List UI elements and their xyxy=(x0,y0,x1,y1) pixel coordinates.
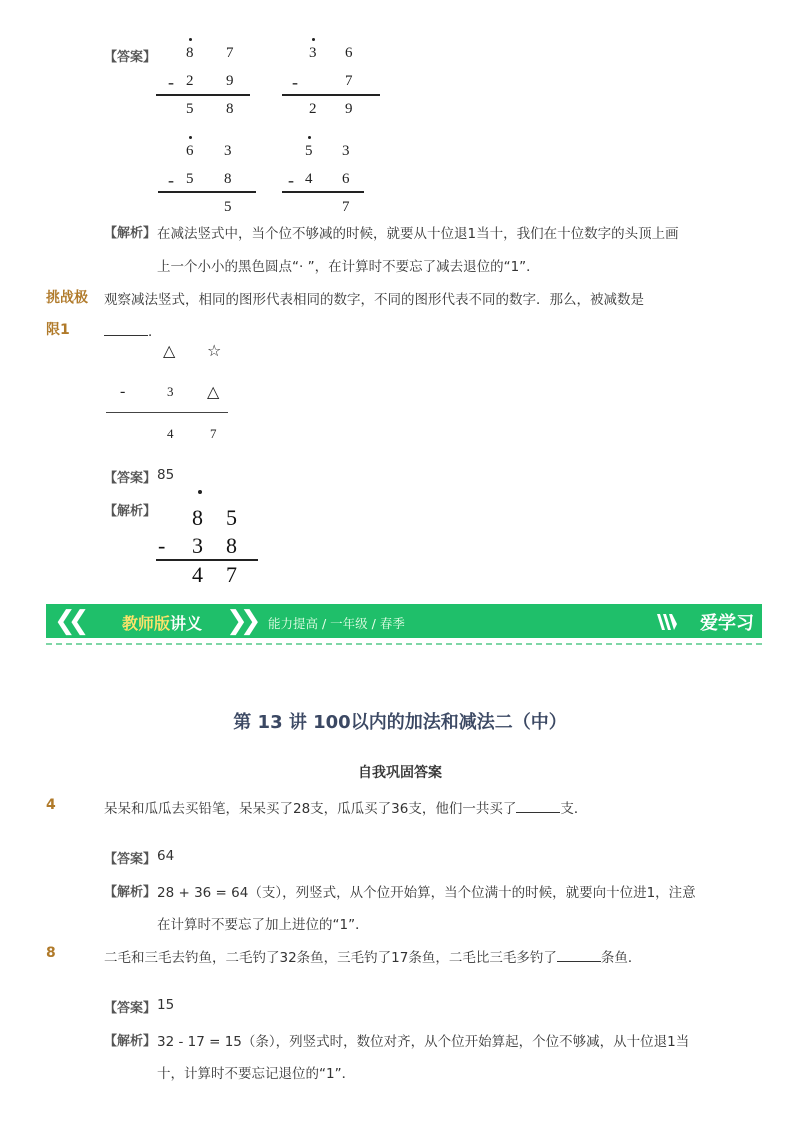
analysis-label: 【解析】 xyxy=(104,1034,157,1049)
banner-title-a: 教师版 xyxy=(122,614,171,633)
minus-sign: - xyxy=(120,383,126,400)
calc-digit: 5 xyxy=(305,143,313,159)
calc-digit: 8 xyxy=(186,45,194,61)
brand-name: 爱学习 xyxy=(700,613,754,634)
borrow-dot xyxy=(308,136,311,139)
calc-digit: 3 xyxy=(309,45,317,61)
calc-digit: 5 xyxy=(224,199,232,215)
calc-digit: 2 xyxy=(186,73,194,89)
section-title: 自我巩固答案 xyxy=(358,765,442,781)
borrow-dot xyxy=(312,38,315,41)
calc-digit: 3 xyxy=(224,143,232,159)
borrow-dot xyxy=(198,490,202,494)
calc-line xyxy=(106,412,228,413)
calc-digit: 3 xyxy=(342,143,350,159)
calc-digit: 9 xyxy=(226,73,234,89)
answer-label: 【答案】 xyxy=(104,1001,157,1016)
calc-digit: 8 xyxy=(224,171,232,187)
minus-sign: - xyxy=(288,170,294,190)
analysis-text: 在计算时不要忘了加上进位的“1”． xyxy=(157,917,369,933)
answer-blank xyxy=(557,949,601,962)
chevron-left-icon: ❮❮ xyxy=(54,606,82,636)
chevron-right-icon: ❯❯ xyxy=(226,606,254,636)
answer-label: 【答案】 xyxy=(104,471,157,486)
analysis-text: 上一个小小的黑色圆点“· ”，在计算时不要忘了减去退位的“1”． xyxy=(157,259,540,275)
calc-line xyxy=(158,191,256,193)
question-text xyxy=(104,946,641,966)
calc-digit: 4 xyxy=(305,171,313,187)
analysis-label: 【解析】 xyxy=(104,885,157,900)
borrow-dot xyxy=(189,136,192,139)
answer-blank xyxy=(516,800,560,813)
banner-divider xyxy=(46,643,762,645)
challenge-question: 观察减法竖式，相同的图形代表相同的数字，不同的图形代表不同的数字．那么，被减数是 xyxy=(104,292,644,308)
header-banner xyxy=(46,604,762,638)
question-body: 呆呆和瓜瓜去买铅笔，呆呆买了28支，瓜瓜买了36支，他们一共买了 xyxy=(104,801,517,817)
minus-sign: - xyxy=(158,533,166,558)
answer-blank xyxy=(104,323,148,336)
calc-digit: 6 xyxy=(186,143,194,159)
calc-digit: 8 xyxy=(192,505,203,530)
calc-digit: 7 xyxy=(210,426,217,441)
minus-sign: - xyxy=(292,72,298,92)
calc-digit: 7 xyxy=(342,199,350,215)
blank-suffix: ． xyxy=(148,324,162,340)
answer-value: 85 xyxy=(157,467,175,483)
calc-digit: 6 xyxy=(342,171,350,187)
lecture-title: 第 13 讲 100以内的加法和减法二（中） xyxy=(233,712,567,733)
answer-value: 15 xyxy=(157,997,175,1013)
analysis-label: 【解析】 xyxy=(104,226,157,241)
answer-value: 64 xyxy=(157,848,175,864)
calc-digit: 9 xyxy=(345,101,353,117)
calc-digit: 4 xyxy=(167,426,174,441)
borrow-dot xyxy=(189,38,192,41)
question-number: 8 xyxy=(46,945,56,961)
calc-digit: 6 xyxy=(345,45,353,61)
star-icon: ☆ xyxy=(207,341,222,360)
calc-line xyxy=(282,94,380,96)
question-suffix: 条鱼． xyxy=(600,950,642,966)
calc-digit: 4 xyxy=(192,562,203,587)
challenge-blank-line xyxy=(104,320,162,340)
question-number: 4 xyxy=(46,797,56,813)
answer-label: 【答案】 xyxy=(104,852,157,867)
banner-breadcrumb: 能力提高 / 一年级 / 春季 xyxy=(268,616,405,631)
calc-digit: 3 xyxy=(167,384,174,399)
calc-digit: 2 xyxy=(309,101,317,117)
triangle-icon: △ xyxy=(163,341,176,360)
calc-digit: 7 xyxy=(226,45,234,61)
question-body: 二毛和三毛去钓鱼，二毛钓了32条鱼，三毛钓了17条鱼，二毛比三毛多钓了 xyxy=(104,950,557,966)
analysis-text: 32 - 17 = 15（条），列竖式时，数位对齐，从个位开始算起，个位不够减，从十位退1当 xyxy=(157,1034,690,1050)
calc-digit: 8 xyxy=(226,533,237,558)
banner-title-b: 讲义 xyxy=(170,614,203,633)
analysis-text: 十，计算时不要忘记退位的“1”． xyxy=(157,1066,356,1082)
banner-title xyxy=(122,611,202,634)
calc-digit: 7 xyxy=(226,562,237,587)
calc-line xyxy=(282,191,364,193)
calc-digit: 7 xyxy=(345,73,353,89)
triangle-icon: △ xyxy=(207,382,220,401)
calc-digit: 3 xyxy=(192,533,203,558)
calc-digit: 5 xyxy=(186,101,194,117)
calc-digit: 8 xyxy=(226,101,234,117)
calc-digit: 5 xyxy=(186,171,194,187)
analysis-text: 在减法竖式中，当个位不够减的时候，就要从十位退1当十，我们在十位数字的头顶上画 xyxy=(157,226,679,242)
analysis-text: 28 + 36 = 64（支），列竖式，从个位开始算，当个位满十的时候，就要向十位进1，注意 xyxy=(157,885,696,901)
minus-sign: - xyxy=(168,72,174,92)
answer-label: 【答案】 xyxy=(104,50,157,65)
minus-sign: - xyxy=(168,170,174,190)
analysis-label: 【解析】 xyxy=(104,504,157,519)
challenge-tag: 限1 xyxy=(46,322,70,338)
calc-digit: 5 xyxy=(226,505,237,530)
question-suffix: 支． xyxy=(560,801,588,817)
question-text xyxy=(104,797,587,817)
brand-logo-icon xyxy=(656,610,678,632)
calc-line xyxy=(156,94,250,96)
calc-line xyxy=(156,559,258,561)
challenge-tag: 挑战极 xyxy=(46,290,88,306)
